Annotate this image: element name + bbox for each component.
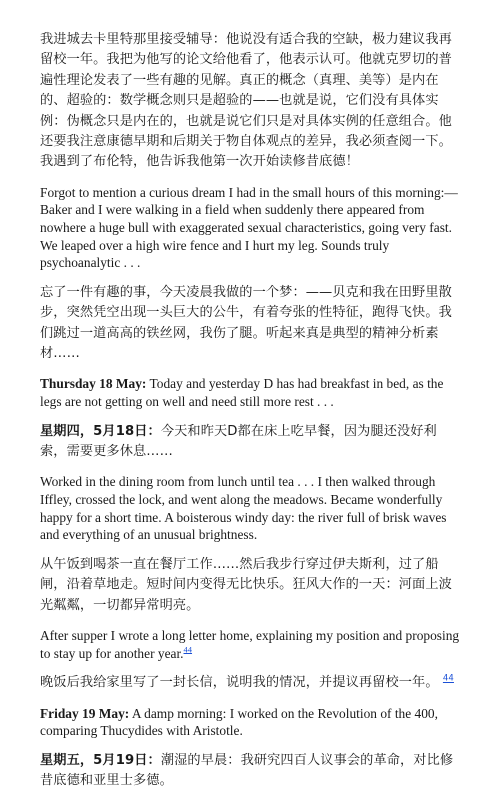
paragraph-zh-walk: 从午饭到喝茶一直在餐厅工作……然后我步行穿过伊夫斯利，过了船闸，沿着草地走。短时间内变得无比快乐。狂风大作的一天：河面上波光粼粼，一切都异常明亮。 (40, 556, 452, 613)
footnote-link[interactable]: 44 (183, 644, 193, 655)
entry-text-zh-thursday: 今天和昨天D都在床上吃早餐，因为腿还没好利索，需要更多休息…… (40, 423, 437, 460)
entry-text-zh-letter: 晚饭后我给家里写了一封长信，说明我的情况，并提议再留校一年。 (40, 675, 439, 691)
entry-text-zh-friday: 潮湿的早晨：我研究四百人议事会的革命，对比修昔底德和亚里士多德。 (40, 752, 454, 789)
paragraph-zh-tutorial: 我进城去卡里特那里接受辅导：他说没有适合我的空缺，极力建议我再留校一年。我把为他写的论文给他看了，他表示认可。他就克罗切的普遍性理论发表了一些有趣的见解。真正的概念（真理、美等）是内在的、超验的：数学概念则只是超验的——也就是说，它们没有具体实例：伪概念只是内在的，也就是说它们只是对具体实例的任意组合。他还要我注意康德早期和后期关于物自体观点的差异，我必须查阅一下。我遇到了布伦特，他告诉我他第一次开始读修昔底德！ (40, 32, 452, 170)
date-heading-en-thursday: Thursday 18 May: (40, 376, 147, 392)
paragraph-en-letter (40, 627, 460, 662)
date-heading-en-friday: Friday 19 May: (40, 705, 130, 721)
date-heading-zh-thursday: 星期四，5月18日： (40, 423, 161, 439)
paragraph-en-friday (40, 705, 460, 740)
entry-text-en-letter: After supper I wrote a long letter home, explaining my position and proposing to stay up for another year. (40, 628, 460, 661)
paragraph-zh-thursday (40, 422, 460, 463)
paragraph-zh-dream: 忘了一件有趣的事，今天凌晨我做的一个梦：——贝克和我在田野里散步，突然凭空出现一头巨大的公牛，有着夸张的性特征，跑得飞快。我们跳过一道高高的铁丝网，我伤了腿。听起来真是典型的精神分析素材…… (40, 284, 452, 362)
paragraph-en-thursday (40, 375, 460, 410)
paragraph-en-walk: Worked in the dining room from lunch until tea . . . I then walked through Iffley, crossed the lock, and went along the meadows. Became wonderfully happy for a short time. A boisterous windy day: the river full of brisk waves and everything of an unusual brightness. (40, 474, 447, 543)
footnote-link[interactable]: 44 (442, 673, 454, 684)
entry-text-en-friday: A damp morning: I worked on the Revolution of the 400, comparing Thucydides with Aristotle. (40, 705, 438, 739)
paragraph-en-dream: Forgot to mention a curious dream I had in the small hours of this morning:— Baker and I were walking in a field when suddenly there appeared from nowhere a huge bull with exaggerated sexual characteristics, going very fast. We leaped over a high wire fence and I hurt my leg. Sounds truly psychoanalytic . . . (40, 184, 458, 271)
paragraph-zh-letter (40, 673, 460, 693)
entry-text-en-thursday: Today and yesterday D has had breakfast in bed, as the legs are not getting on well and need still more rest . . . (40, 376, 444, 410)
paragraph-zh-friday (40, 751, 460, 792)
date-heading-zh-friday: 星期五，5月19日： (40, 752, 161, 768)
